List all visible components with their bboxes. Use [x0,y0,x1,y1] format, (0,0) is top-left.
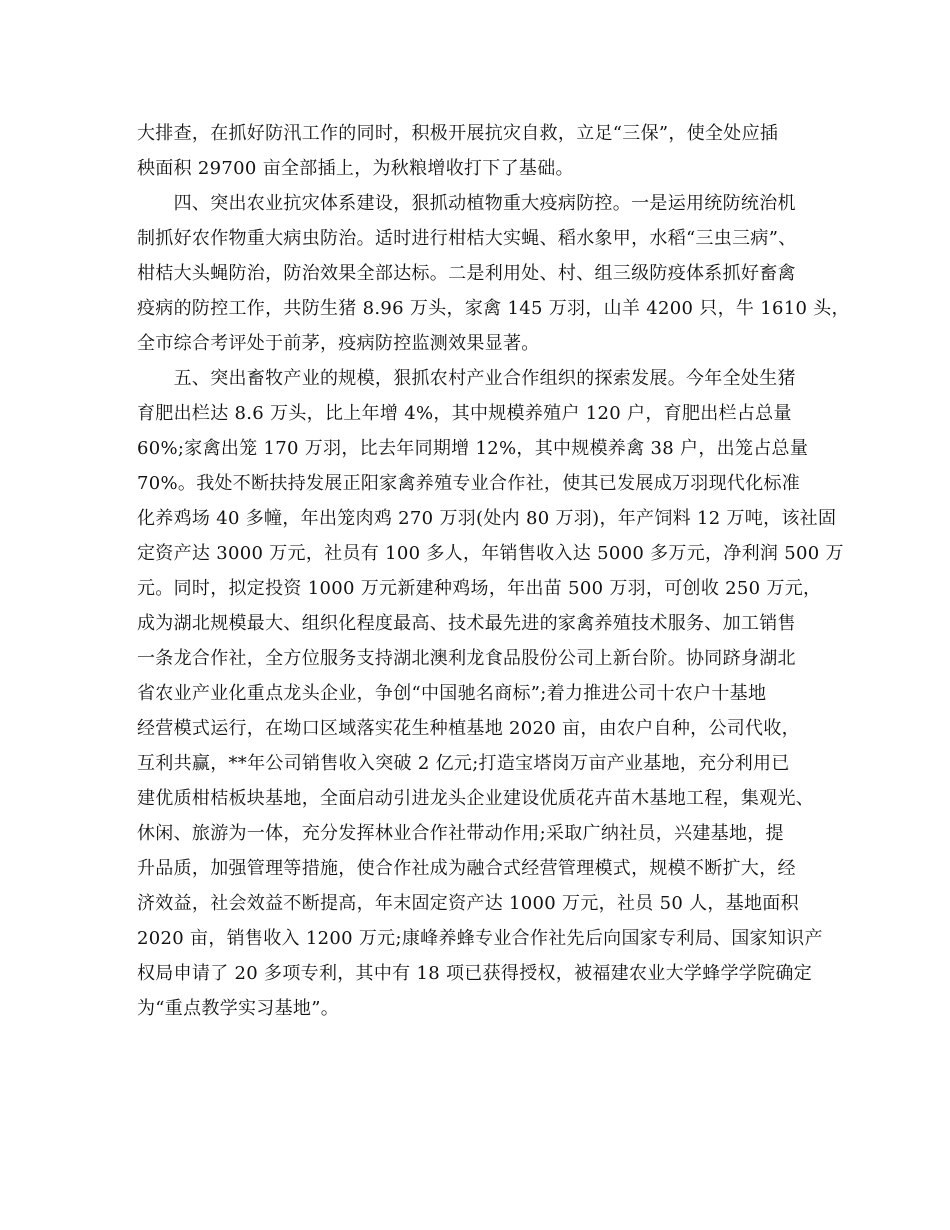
text-line: 疫病的防控工作，共防生猪 8.96 万头，家禽 145 万羽，山羊 4200 只，牛 1610 头， [137,298,850,319]
text-line: 70%。我处不断扶持发展正阳家禽养殖专业合作社，使其已发展成万羽现代化标准 [137,473,801,494]
text-line: 升品质，加强管理等措施，使合作社成为融合式经营管理模式，规模不断扩大，经 [137,858,796,879]
text-line: 制抓好农作物重大病虫防治。适时进行柑桔大实蝇、稻水象甲，水稻“三虫三病”、 [137,228,797,249]
text-line: 60%;家禽出笼 170 万羽，比去年同期增 12%，其中规模养禽 38 户，出笼占总量 [137,438,809,459]
text-line: 济效益，社会效益不断提高，年末固定资产达 1000 万元，社员 50 人，基地面积 [137,893,799,914]
text-line: 大排查，在抓好防汛工作的同时，积极开展抗灾自救，立足“三保”，使全处应插 [137,123,779,144]
text-line: 化养鸡场 40 多幢，年出笼肉鸡 270 万羽(处内 80 万羽)，年产饲料 12 万吨，该社固 [137,508,837,529]
paragraph-five-heading-line: 五、突出畜牧产业的规模，狠抓农村产业合作组织的探索发展。今年全处生猪 [137,368,796,389]
text-line: 元。同时，拟定投资 1000 万元新建种鸡场，年出苗 500 万羽，可创收 250 万元， [137,578,822,599]
paragraph-four-heading-line: 四、突出农业抗灾体系建设，狠抓动植物重大疫病防控。一是运用统防统治机 [137,193,796,214]
text-line: 省农业产业化重点龙头企业，争创“中国驰名商标”;着力推进公司十农户十基地 [137,683,767,704]
text-line: 经营模式运行，在坳口区域落实花生种植基地 2020 亩，由农户自种，公司代收， [137,718,800,739]
text-line: 建优质柑桔板块基地，全面启动引进龙头企业建设优质花卉苗木基地工程，集观光、 [137,788,815,809]
text-line: 2020 亩，销售收入 1200 万元;康峰养蜂专业合作社先后向国家专利局、国家知识产 [137,928,823,949]
text-line: 秧面积 29700 亩全部插上，为秋粮增收打下了基础。 [137,158,574,179]
text-line: 一条龙合作社，全方位服务支持湖北澳利龙食品股份公司上新台阶。协同跻身湖北 [137,648,796,669]
text-line: 为“重点教学实习基地”。 [137,998,340,1019]
text-line: 休闲、旅游为一体，充分发挥林业合作社带动作用;采取广纳社员，兴建基地，提 [137,823,784,844]
text-line: 全市综合考评处于前茅，疫病防控监测效果显著。 [137,333,540,354]
text-line: 成为湖北规模最大、组织化程度最高、技术最先进的家禽养殖技术服务、加工销售 [137,613,796,634]
text-line: 柑桔大头蝇防治，防治效果全部达标。二是利用处、村、组三级防疫体系抓好畜禽 [137,263,796,284]
text-line: 互利共赢，**年公司销售收入突破 2 亿元;打造宝塔岗万亩产业基地，充分利用已 [137,753,790,774]
text-line: 权局申请了 20 多项专利，其中有 18 项已获得授权，被福建农业大学蜂学学院确定 [137,963,812,984]
text-line: 育肥出栏达 8.6 万头，比上年增 4%，其中规模养殖户 120 户，育肥出栏占总量 [137,403,792,424]
text-line: 定资产达 3000 万元，社员有 100 多人，年销售收入达 5000 多万元，净利润 500 万 [137,543,844,564]
